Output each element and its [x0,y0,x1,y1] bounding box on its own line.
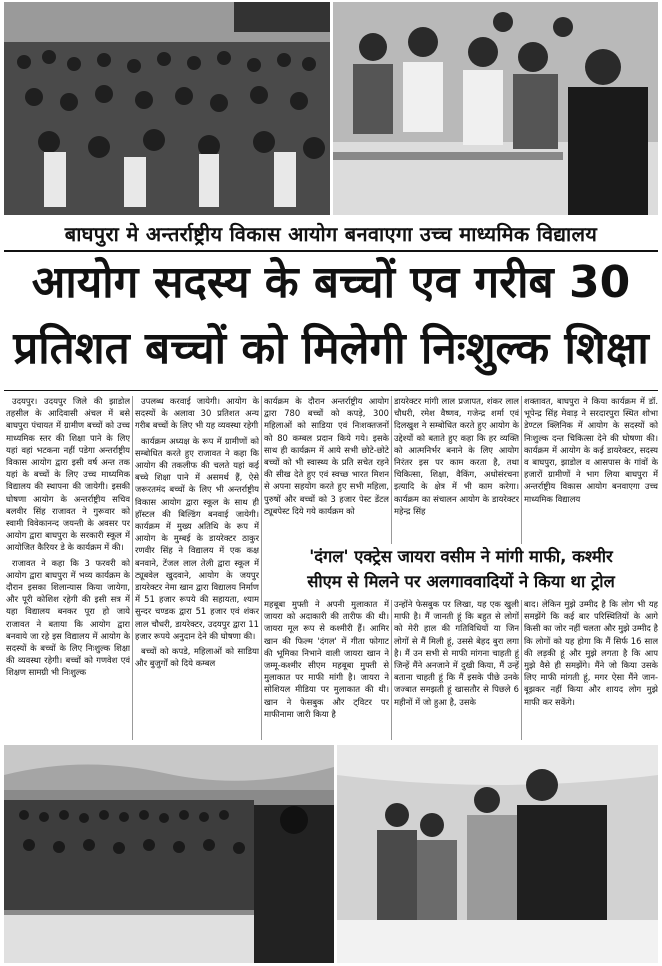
crowd-procession-photo [4,2,330,215]
divider [4,250,658,252]
column-separator [391,600,392,740]
article-column-4: डायरेक्टर मांगी लाल प्रजापत, शंकर लाल चौधरी, रमेश वैष्णव, गजेन्द्र शर्मा एवं दिलखुश ने सम्बोधित करते हुए आयोग के उद्देश्यों को बताते हुए कहा कि हर व्यक्ति को आत्मनिर्भर बनाने के लिए आयोग निरंतर इस पर काम करता है, तथा चिकित्सा, शिक्षा, वैकिंग, अधोसंरचना इत्यादि के क्षेत्र में भी काम करेगा। कार्यक्रम का संचालन आयोग के डायरेक्टर महेन्द्र सिंह [394,396,519,516]
article-paragraph: उपलब्ध करवाई जायेगी। आयोग के सदस्यों के अलावा 30 प्रतिशत अन्य गरीब बच्चों के लिए भी यह व्यवस्था रहेगी [135,396,259,431]
article-column-5: शक्तावत, बाघपुरा ने किया कार्यक्रम में डॉ. भूपेन्द्र सिंह मेवाड़ ने सरदारपुरा स्थित शोभा डेण्टल क्लिनिक में आयोग के सदस्यों को निःशुल्क दन्त चिकित्सा देने की घोषणा की। कार्यक्रम में आयोग के कई डायरेक्टर, सदस्य व बाघपुरा, झाडोल व आसपास के गांवों के हजारों ग्रामीणों ने भाग लिया बाघपुरा में अन्तर्राष्ट्रीय विकास आयोग बनवाएगा उच्च माध्यमिक विद्यालय [524,396,658,504]
sub-headline-line2: सीएम से मिलने पर अलगाववादियों ने किया था ट्रोल [307,572,615,591]
kicker-headline: बाघपुरा मे अन्तर्राष्ट्रीय विकास आयोग बनवाएगा उच्च माध्यमिक विद्यालय [64,222,598,246]
column-separator [132,396,133,740]
article-column-6: महबूबा मुफ्ती ने अपनी मुलाकात में जायरा को अदाकारी की तारीफ की थी। जायरा मूल रूप से कश्मीरी हैं। आमिर खान की फिल्म 'दंगल' में गीता फोगाट की भूमिका निभाने वाली जायरा खान ने जम्मू-कश्मीर सीएम महबूबा मुफ्ती से मुलाकात पर माफी मांगी है। जायरा ने सोशियल मीडिया पर मुलाकात की थी। खान ने फेसबुक और ट्विटर पर माफीनामा जारी किया है [264,599,389,719]
article-column-7: उन्होंने फेसबुक पर लिखा, यह एक खुली माफी है। मैं जानती हूं कि बहुत से लोगों को मेरी हाल की गतिविधियों या जिन लोगों से मैं मिली हूं, उससे बेहद बुरा लगा है। मैं उन सभी से माफी मांगना चाहती हूं जिन्हें मैंने अनजाने में दुखी किया, मैं उन्हें बताना चाहती हूं कि मैं इसके पीछे उनके जज्बात समझती हूं खासतौर से पिछले 6 महीनों में जो हुआ है, उसके [394,599,519,707]
article-paragraph: राजावत ने कहा कि 3 फरवरी को आयोग द्वारा बाघपुरा में भव्य कार्यक्रम के दौरान इसका शिलान्यास किया जायेगा, और पूरी कोशिश रहेगी की इसी सत्र में यहा विद्यालय बनकर पूरा हो जाये राजावत ने बताया कि आयोग द्वारा बनवाये जा रहे इस विद्यालय में आयोग के सदस्यों के बच्चों के लिए निःशुल्क शिक्षा की व्यवस्था रहेगी। बच्चों को गणवेश एवं शिक्षण सामग्री भी निःशुल्क [6,557,130,678]
article-paragraph: उदयपुर। उदयपुर जिले की झाडोल तहसील के आदिवासी अंचल में बसे बाघपुरा पंचायत में ग्रामीण बच्चों को उच्च माध्यमिक स्तर की शिक्षा पाने के लिए यहां वहां भटकना नहीं पडेगा अन्तर्राष्ट्रीय विकास आयोग द्वारा इसी वर्ष अन्त तक यहां के बच्चों के लिए उच्च माध्यमिक विद्यालय की स्थापना की जायेगी। इसकी घोषणा आयोग के अन्तर्राष्ट्रीय सचिव बलवीर सिंह राजावत ने गुरूवार को स्वामी विवेकानन्द जयन्ती के अवसर पर आयोग द्वारा बाघपुरा के सरकारी स्कूल में आयोजित कैरियर डे के कार्यक्रम में की। [6,396,130,553]
students-gathering-photo [4,745,334,963]
column-separator [391,396,392,544]
article-column-1 [6,395,130,740]
article-column-2 [135,395,259,740]
main-headline-line1: आयोग सदस्य के बच्चों एव गरीब 30 [31,257,631,308]
stage-dignitaries-photo [333,2,658,215]
column-separator [521,600,522,740]
column-separator [261,396,262,740]
article-column-8: बाद। लेकिन मुझे उम्मीद है कि लोग भी यह समझेंगे कि कई बार परिस्थितियों के आगे किसी का जोर नहीं चलता और मुझे उम्मीद है कि लोगों को यह होगा कि मैं सिर्फ 16 साल की लड़की हूं और मुझे लगता है कि आप मुझे वैसे ही समझेंगे। मैंने जो किया उसके लिए माफी मांगती हूं, मगर ऐसा मैंने जान-बूझकर नहीं किया और शायद लोग मुझे माफी कर सकेंगे। [524,599,658,707]
article-column-3: कार्यक्रम के दौरान अन्तर्राष्ट्रीय आयोग द्वारा 780 बच्चों को कपड़े, 300 महिलाओं को साडिया एवं निःशक्तजनों को 80 कम्बल प्रदान किये गये। इसके साथ ही कार्यक्रम में आये सभी छोटे-छोटे बच्चों को भी स्वास्थ्य के प्रति सचेत रहने की सीख देते हुए एवं स्वच्छ भारत मिशन से अपना सहयोग करते हुए सभी महिला, पुरुषों और बच्चों को 3 हजार पेस्ट डेंटल ट्यूबपेस्ट दिये गये कार्यक्रम को [264,396,389,516]
children-stage-photo [337,745,658,963]
main-headline-line2: प्रतिशत बच्चों को मिलेगी निःशुल्क शिक्षा [13,323,649,374]
divider [4,390,658,391]
column-separator [521,396,522,544]
article-paragraph: कार्यक्रम अध्यक्ष के रूप में ग्रामीणों को सम्बोधित करते हुए राजावत ने कहा कि आयोग की तकलीफ की चलते यहां कई बच्चे शिक्षा पाने में असमर्थ हैं, ऐसे जरूरतमंद बच्चों के लिए भी अन्तर्राष्ट्रीय विकास आयोग द्वारा स्कूल के साथ ही हॉस्टल की बिल्डिंग बनवाई जायेगी। कार्यक्रम में मुख्य अतिथि के रूप में आयोग के मुम्बई के डायरेक्टर ठाकुर रणवीर सिंह ने विद्यालय में एक कक्ष बनवाने, टेंजल लाल तेली द्वारा स्कूल में ट्यूबवेल खुदवाने, आयोग के जयपुर डायरेक्टर नेमा खान द्वारा विद्यालय निर्माण में 51 हजार रूपये की सहायता, श्याम सुन्दर चण्डक द्वारा 51 हजार एवं शंकर लाल चौधरी, डायरेक्टर, उदयपुर द्वारा 11 हजार रूपये अनुदान देने की घोषणा की। [135,435,259,641]
sub-headline-line1: 'दंगल' एक्ट्रेस जायरा वसीम ने मांगी माफी, कश्मीर [309,547,613,566]
article-paragraph: बच्चों को कपडे, महिलाओं को साडिया और बुजुर्गों को दिये कम्बल [135,646,259,669]
